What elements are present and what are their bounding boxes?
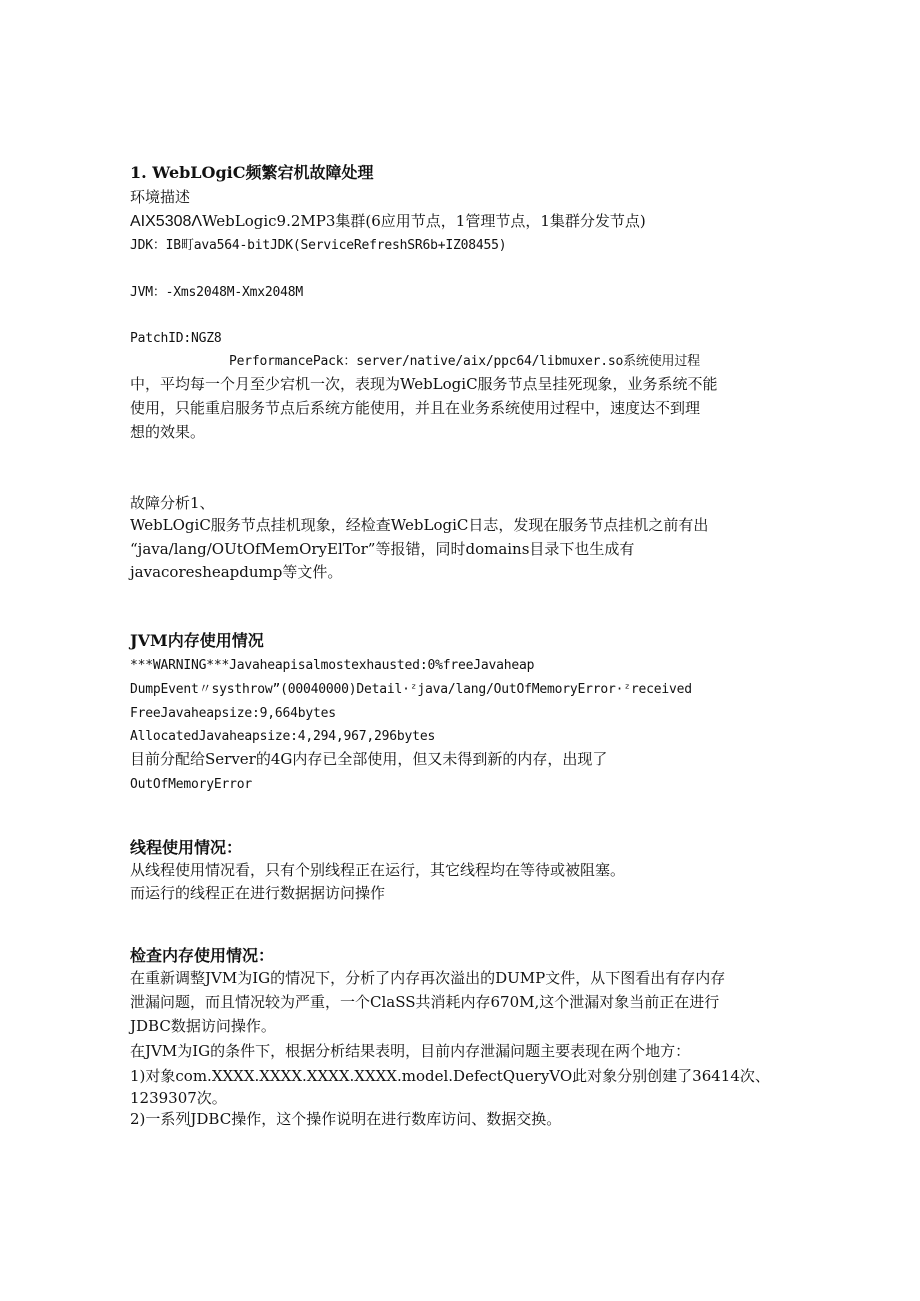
env-jvm-line: JVM：-Xms2048M-Xmx2048M [130,285,303,300]
jvm-log-line: ***WARNING***Javaheapisalmostexhausted:0%freeJavaheap [130,658,535,673]
env-desc-line: 中，平均每一个月至少宕机一次，表现为WebLogiC服务节点呈挂死现象，业务系统不能 [130,375,718,393]
memory-check-line: JDBC数据访问操作。 [130,1017,276,1035]
memory-check-line: 2)一系列JDBC操作，这个操作说明在进行数库访问、数据交换。 [130,1110,562,1128]
jvm-memory-note: 目前分配给Server的4G内存已全部使用，但又未得到新的内存，出现了 [130,750,608,768]
threads-line: 而运行的线程正在进行数据据访问操作 [130,884,386,902]
env-jdk-line: JDK：IB町ava564-bitJDK(ServiceRefreshSR6b+IZ08455) [130,238,507,253]
env-aix-prefix: AIX5308Λ [130,213,203,230]
memory-check-line: 在JVM为IG的条件下，根据分析结果表明，目前内存泄漏问题主要表现在两个地方： [130,1042,691,1060]
memory-check-line: 1)对象com.XXXX.XXXX.XXXX.XXXX.model.DefectQueryVO此对象分别创建了36414次、 [130,1067,770,1085]
env-desc-line: 想的效果。 [130,423,206,441]
jvm-log-line: FreeJavaheapsize:9,664bytes [130,706,336,721]
threads-line: 从线程使用情况看，只有个别线程正在运行，其它线程均在等待或被阻塞。 [130,861,626,879]
env-aix-line [130,210,646,233]
document-title: 1. WebLOgiC频繁宕机故障处理 [130,163,374,182]
analysis-title: 故障分析1、 [130,494,215,512]
analysis-line: “java/lang/OUtOfMemOryElTor”等报错，同时domains目录下也生成有 [130,540,635,558]
analysis-line: javacoresheapdump等文件。 [130,563,343,581]
env-section-label: 环境描述 [130,188,191,206]
env-perf-text: PerformancePack：server/native/aix/ppc64/libmuxer.so系统使用过程 [229,354,700,369]
memory-check-line: 1239307次。 [130,1089,227,1107]
analysis-line: WebLOgiC服务节点挂机现象，经检查WebLogiC日志，发现在服务节点挂机之前有出 [130,516,709,534]
memory-check-line: 泄漏问题，而且情况较为严重，一个ClaSS共消耗内存670M,这个泄漏对象当前正在进行 [130,993,720,1011]
env-desc-line: 使用，只能重启服务节点后系统方能使用，并且在业务系统使用过程中，速度达不到理 [130,399,701,417]
env-patch-line: PatchID:NGZ8 [130,331,222,346]
jvm-log-line: DumpEvent〃systhrow”(00040000)Detail·ᶻjava/lang/OutOfMemoryError·ᶻreceived [130,682,692,697]
threads-title: 线程使用情况： [130,838,243,857]
env-aix-rest: WebLogic9.2MP3集群(6应用节点，1管理节点，1集群分发节点) [202,212,646,230]
jvm-memory-title: JVM内存使用情况 [130,631,264,650]
memory-check-title: 检查内存使用情况： [130,946,275,965]
jvm-memory-error: OutOfMemoryError [130,777,253,792]
env-perf-line [229,349,700,373]
jvm-log-line: AllocatedJavaheapsize:4,294,967,296bytes [130,729,436,744]
memory-check-line: 在重新调整JVM为IG的情况下，分析了内存再次溢出的DUMP文件，从下图看出有存内存 [130,969,726,987]
